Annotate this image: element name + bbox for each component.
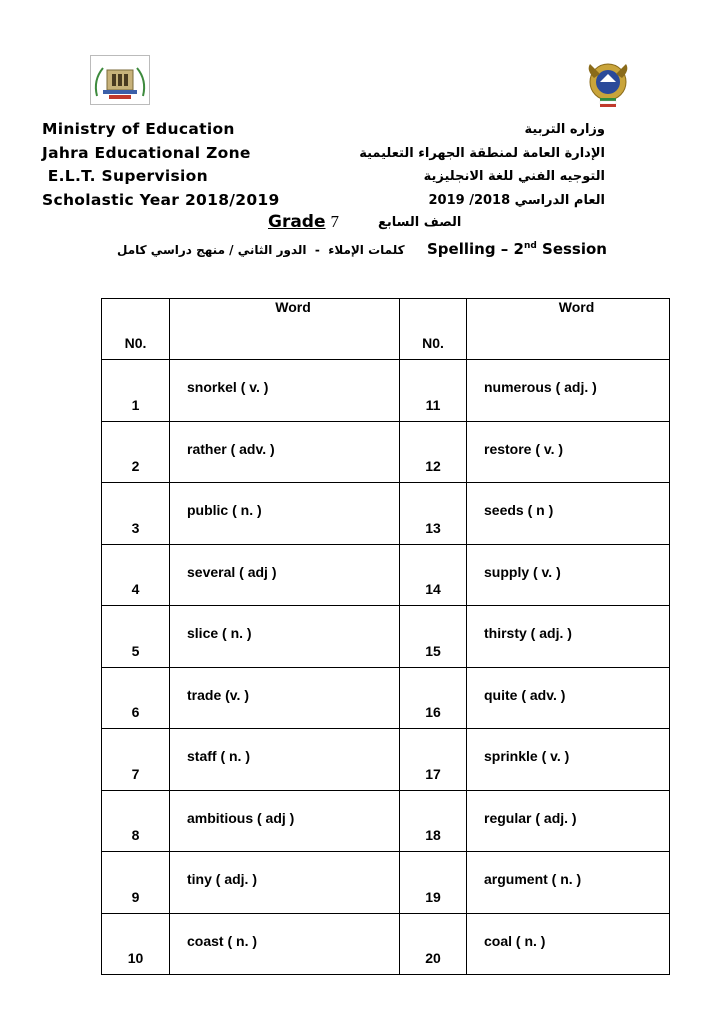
ministry-name-ar: وزاره التربية [524,122,605,137]
word-text: several ( adj ) [170,544,400,606]
spelling-session-title [427,240,607,258]
table-row [102,790,670,852]
ministry-name: Ministry of Education [42,120,235,138]
grade-label: Grade [268,212,326,232]
kuwait-emblem-logo [580,60,636,112]
supervision-name-ar: التوجيه الفني للغة الانجليزية [423,169,605,184]
word-number: 13 [400,483,467,545]
spelling-tail: Session [536,240,607,258]
word-text: quite ( adv. ) [467,667,670,729]
word-text: argument ( n. ) [467,852,670,914]
table-row [102,913,670,975]
zone-name: Jahra Educational Zone [42,143,251,162]
scholastic-year-ar: العام الدراسي 2018/ 2019 [428,192,605,208]
word-number: 15 [400,606,467,668]
table-row [102,852,670,914]
word-text: regular ( adj. ) [467,790,670,852]
word-number: 1 [102,360,170,422]
word-text: tiny ( adj. ) [170,852,400,914]
table-row [102,421,670,483]
table-body [102,360,670,975]
word-number: 17 [400,729,467,791]
word-number: 11 [400,360,467,422]
word-text: slice ( n. ) [170,606,400,668]
word-text: seeds ( n ) [467,483,670,545]
word-text: restore ( v. ) [467,421,670,483]
word-text: public ( n. ) [170,483,400,545]
header-word-1: Word [170,299,400,360]
table-row [102,606,670,668]
word-text: staff ( n. ) [170,729,400,791]
header-no-2: N0. [400,299,467,360]
word-text: supply ( v. ) [467,544,670,606]
ministry-logo [90,55,150,105]
word-number: 2 [102,421,170,483]
word-number: 20 [400,913,467,975]
word-number: 3 [102,483,170,545]
word-text: trade (v. ) [170,667,400,729]
word-number: 8 [102,790,170,852]
spelling-words-table [101,298,670,975]
word-text: coal ( n. ) [467,913,670,975]
table-row [102,483,670,545]
word-text: coast ( n. ) [170,913,400,975]
table-row [102,360,670,422]
word-number: 5 [102,606,170,668]
word-text: thirsty ( adj. ) [467,606,670,668]
table-header-row [102,299,670,360]
scholastic-year: Scholastic Year 2018/2019 [42,190,280,209]
header-word-2: Word [467,299,670,360]
header-english-block [42,118,280,212]
word-text: snorkel ( v. ) [170,360,400,422]
word-number: 14 [400,544,467,606]
word-number: 4 [102,544,170,606]
word-text: rather ( adv. ) [170,421,400,483]
table-row [102,667,670,729]
grade-title [268,212,339,232]
header-arabic-block [359,118,605,212]
header-no-1: N0. [102,299,170,360]
grade-title-ar: الصف السابع [378,215,462,230]
supervision-name: E.L.T. Supervision [42,167,208,185]
word-number: 6 [102,667,170,729]
grade-number: 7 [330,212,340,231]
word-number: 7 [102,729,170,791]
word-number: 18 [400,790,467,852]
table-row [102,729,670,791]
word-number: 10 [102,913,170,975]
word-number: 12 [400,421,467,483]
spelling-sup: nd [523,241,537,251]
word-number: 19 [400,852,467,914]
word-text: sprinkle ( v. ) [467,729,670,791]
word-text: numerous ( adj. ) [467,360,670,422]
table-row [102,544,670,606]
word-text: ambitious ( adj ) [170,790,400,852]
zone-name-ar: الإدارة العامة لمنطقة الجهراء التعليمية [359,145,605,161]
word-number: 16 [400,667,467,729]
spelling-main: Spelling – 2 [427,240,524,258]
word-number: 9 [102,852,170,914]
subtitle-ar: كلمات الإملاء - الدور الثاني / منهج دراسي كامل [117,243,405,257]
